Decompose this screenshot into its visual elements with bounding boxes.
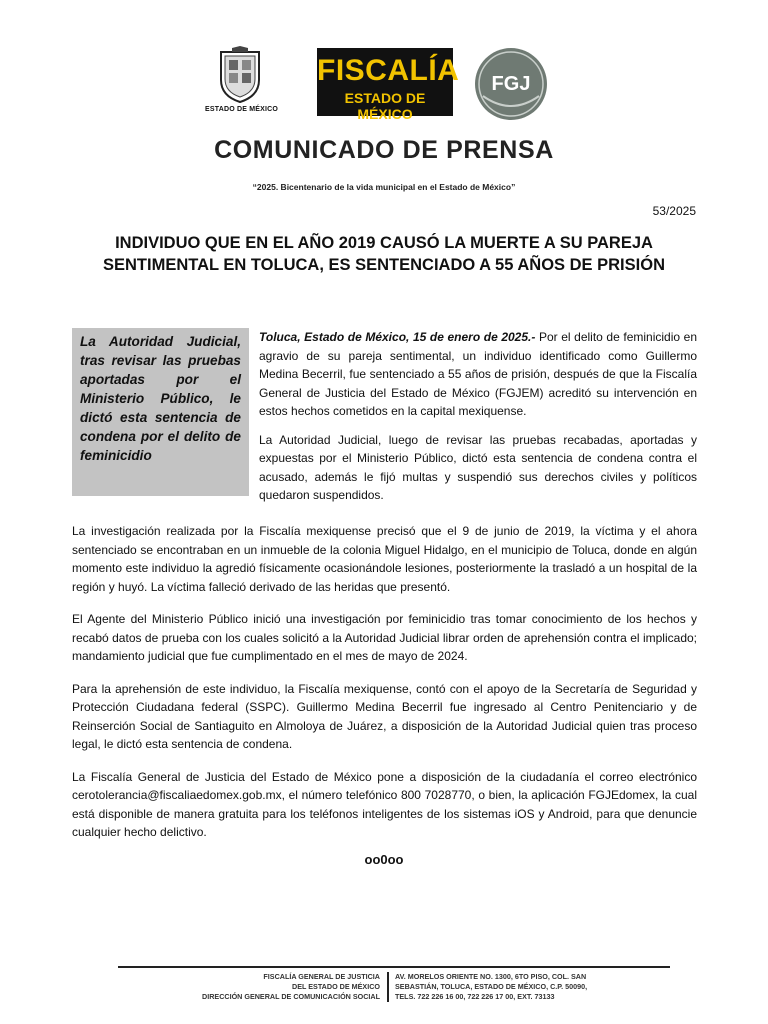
press-release-title: COMUNICADO DE PRENSA	[214, 136, 554, 164]
official-motto: “2025. Bicentenario de la vida municipal en el Estado de México”	[252, 182, 516, 192]
footer-address	[395, 972, 670, 1002]
footer-institution	[118, 972, 380, 1002]
body-text	[72, 522, 697, 856]
headline: INDIVIDUO QUE EN EL AÑO 2019 CAUSÓ LA MUERTE A SU PAREJA SENTIMENTAL EN TOLUCA, ES SENTENCIADO A 55 AÑOS DE PRISIÓN	[103, 234, 665, 274]
fiscalia-logo	[317, 48, 460, 122]
footer-institution-line-2: DEL ESTADO DE MÉXICO	[292, 982, 380, 991]
footer-address-line-2: SEBASTIÁN, TOLUCA, ESTADO DE MÉXICO, C.P. 50090,	[395, 982, 588, 991]
fiscalia-logo-title: FISCALÍA	[317, 54, 460, 87]
body-paragraph-1: La investigación realizada por la Fiscalía mexiquense precisó que el 9 de junio de 2019, la víctima y el ahora sentenciado se encontraban en un inmueble de la colonia Miguel Hidalgo, en el municipio de Toluca, donde en algún momento este individuo la agredió físicamente ocasionándole lesiones, posteriormente la trasladó a un hospital de la región y huyó. La víctima falleció derivado de las heridas que presentó.	[72, 524, 697, 594]
fgj-logo	[473, 46, 549, 122]
fgj-logo-text: FGJ	[491, 73, 531, 95]
footer-address-line-1: AV. MORELOS ORIENTE NO. 1300, 6TO PISO, COL. SAN	[395, 972, 587, 981]
coat-of-arms-icon	[217, 46, 263, 104]
footer-separator	[387, 972, 389, 1002]
edomex-label: ESTADO DE MÉXICO	[205, 106, 279, 113]
summary-box	[72, 328, 249, 496]
header-logos	[205, 44, 545, 124]
intro-paragraph-2: La Autoridad Judicial, luego de revisar las pruebas recabadas, aportadas y expuestas por el Ministerio Público, dictó esta sentencia de condena contra el acusado, además le fijó multas y suspendió sus derechos civiles y políticos quedaron suspendidos.	[259, 432, 697, 502]
release-number: 53/2025	[652, 204, 696, 218]
body-paragraph-4: La Fiscalía General de Justicia del Estado de México pone a disposición de la ciudadanía el correo electrónico cerotolerancia@fiscaliaedomex.gob.mx, el número telefónico 800 7028770, o bien, la aplicación FGJEdomex, la cual está disponible de manera gratuita para los teléfonos inteligentes de los sistemas iOS y Android, para que denuncie cualquier hecho delictivo.	[72, 769, 697, 839]
intro-paragraph-1	[259, 328, 697, 421]
footer-address-line-3: TELS. 722 226 16 00, 722 226 17 00, EXT. 73133	[395, 992, 555, 1001]
footer-institution-line-1: FISCALÍA GENERAL DE JUSTICIA	[263, 972, 380, 981]
fiscalia-logo-subtitle: ESTADO DE MÉXICO	[344, 90, 426, 122]
body-paragraph-3: Para la aprehensión de este individuo, la Fiscalía mexiquense, contó con el apoyo de la Secretaría de Seguridad y Protección Ciudadana federal (SSPC). Guillermo Medina Becerril fue ingresado al Centro Penitenciario y de Reinserción Social de Santiaguito en Almoloya de Juárez, a disposición de la Autoridad Judicial quien tras proceso legal, le dictó esta sentencia de condena.	[72, 681, 697, 751]
estado-de-mexico-logo	[205, 46, 279, 122]
intro-column	[259, 328, 697, 515]
footer-institution-line-3: DIRECCIÓN GENERAL DE COMUNICACIÓN SOCIAL	[202, 992, 380, 1001]
summary-text: La Autoridad Judicial, tras revisar las pruebas aportadas por el Ministerio Público, le dictó esta sentencia de condena por el delito de feminicidio	[80, 334, 241, 463]
intro-paragraph-1-text: Por el delito de feminicidio en agravio de su pareja sentimental, un individuo identificado como Guillermo Medina Becerril, fue sentenciado a 55 años de prisión, después de que la Fiscalía General de Justicia del Estado de México (FGJEM) acreditó su intervención en estos hechos cometidos en la capital mexiquense.	[259, 330, 697, 418]
closing-mark: oo0oo	[364, 852, 404, 867]
dateline: Toluca, Estado de México, 15 de enero de 2025.-	[259, 330, 536, 344]
body-paragraph-2: El Agente del Ministerio Público inició una investigación por feminicidio tras tomar conocimiento de los hechos y recabó datos de prueba con los cuales solicitó a la Autoridad Judicial librar orden de aprehensión contra el implicado; mandamiento judicial que fue cumplimentado en el mes de mayo de 2024.	[72, 612, 697, 663]
footer-divider	[118, 966, 670, 968]
